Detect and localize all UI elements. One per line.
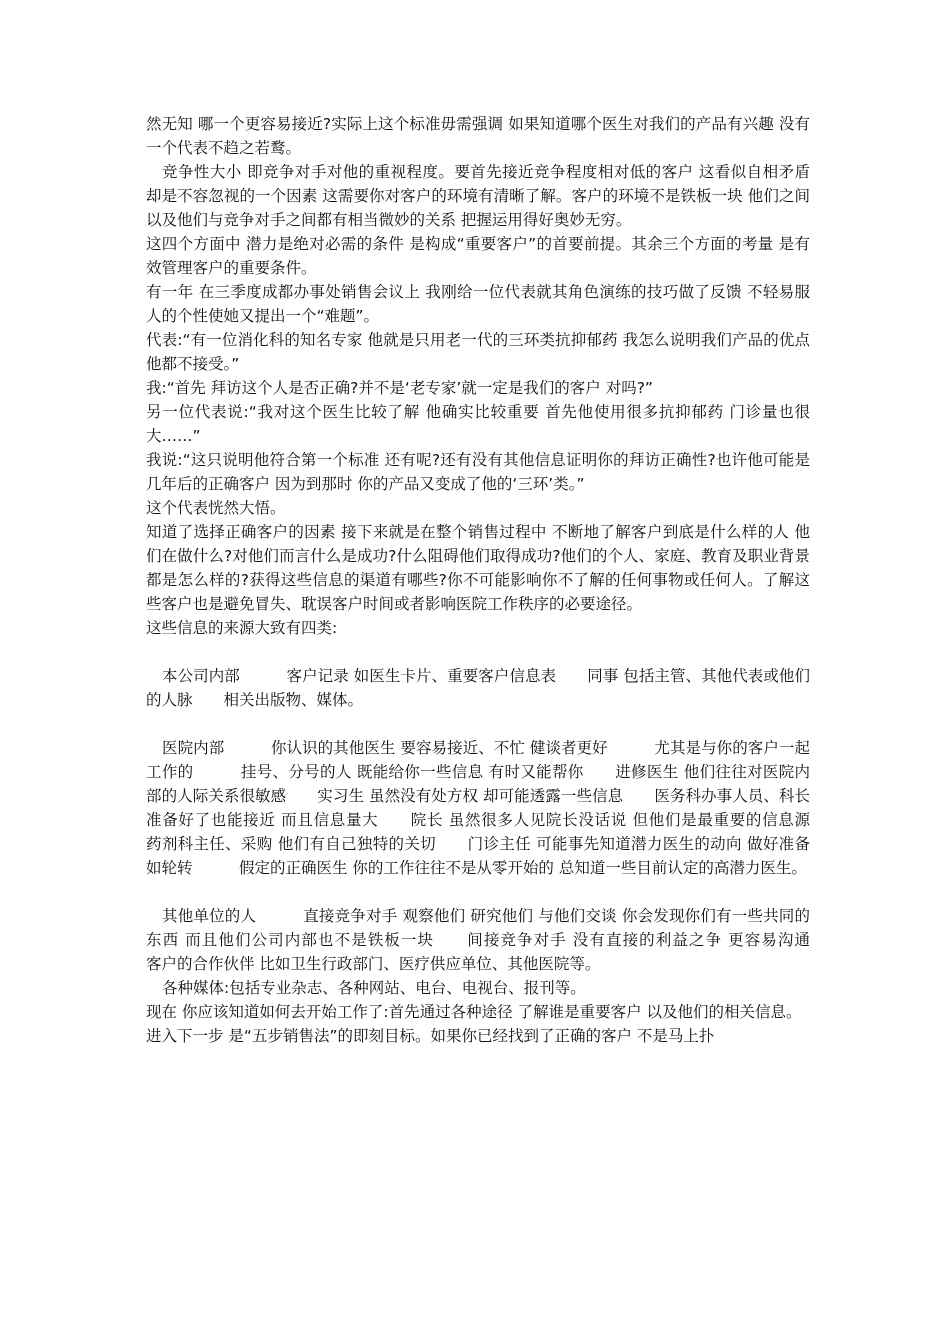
paragraph: 有一年 在三季度成都办事处销售会议上 我刚给一位代表就其角色演练的技巧做了反馈 不轻易服人的个性使她又提出一个“难题”。 — [146, 283, 810, 325]
paragraph: 竞争性大小 即竞争对手对他的重视程度。要首先接近竞争程度相对低的客户 这看似自相矛盾 却是不容忽视的一个因素 这需要你对客户的环境有清晰了解。客户的环境不是铁板一块 他们之间 以及他们与竞争对手之间都有相当微妙的关系 把握运用得好奥妙无穷。 — [146, 163, 810, 229]
paragraph: 知道了选择正确客户的因素 接下来就是在整个销售过程中 不断地了解客户到底是什么样的人 他们在做什么?对他们而言什么是成功?什么阻碍他们取得成功?他们的个人、家庭、教育及职业背景都是怎么样的?获得这些信息的渠道有哪些?你不可能影响你不了解的任何事物或任何人。了解这些客户也是避免冒失、耽误客户时间或者影响医院工作秩序的必要途径。 — [146, 523, 810, 613]
paragraph: 现在 你应该知道如何去开始工作了:首先通过各种途径 了解谁是重要客户 以及他们的相关信息。 — [146, 1003, 802, 1021]
paragraph: 其他单位的人 直接竞争对手 观察他们 研究他们 与他们交谈 你会发现你们有一些共同的东西 而且他们公司内部也不是铁板一块 间接竞争对手 没有直接的利益之争 更容易沟通 客户的合作伙伴 比如卫生行政部门、医疗供应单位、其他医院等。 — [146, 907, 842, 973]
paragraph: 这些信息的来源大致有四类: — [146, 619, 338, 637]
paragraph: 我说:“这只说明他符合第一个标准 还有呢?还有没有其他信息证明你的拜访正确性?也许他可能是几年后的正确客户 因为到那时 你的产品又变成了他的‘三环’类。” — [146, 451, 810, 493]
paragraph: 代表:“有一位消化科的知名专家 他就是只用老一代的三环类抗抑郁药 我怎么说明我们产品的优点他都不接受。” — [146, 331, 810, 373]
paragraph: 本公司内部 客户记录 如医生卡片、重要客户信息表 同事 包括主管、其他代表或他们的人脉 相关出版物、媒体。 — [146, 667, 810, 709]
document-body — [146, 112, 842, 1048]
paragraph: 各种媒体:包括专业杂志、各种网站、电台、电视台、报刊等。 — [162, 979, 586, 997]
paragraph: 然无知 哪一个更容易接近?实际上这个标准毋需强调 如果知道哪个医生对我们的产品有兴趣 没有一个代表不趋之若鹜。 — [146, 115, 810, 157]
blank-line — [146, 640, 810, 664]
paragraph: 进入下一步 是“五步销售法”的即刻目标。如果你已经找到了正确的客户 不是马上扑 — [146, 1027, 715, 1045]
paragraph: 另一位代表说:“我对这个医生比较了解 他确实比较重要 首先他使用很多抗抑郁药 门诊量也很大……” — [146, 403, 810, 445]
paragraph: 医院内部 你认识的其他医生 要容易接近、不忙 健谈者更好 尤其是与你的客户一起工作的 挂号、分号的人 既能给你一些信息 有时又能帮你 进修医生 他们往往对医院内部的人际关系很敏感 实习生 虽然没有处方权 却可能透露一些信息 医务科办事人员、科长 准备好了也能接近 而且信息量大 院长 虽然很多人见院长没话说 但他们是最重要的信息源 药剂科主任、采购 他们有自己独特的关切 门诊主任 可能事先知道潜力医生的动向 做好准备 如轮转 假定的正确医生 你的工作往往不是从零开始的 总知道一些目前认定的高潜力医生。 — [146, 739, 842, 877]
blank-line — [146, 880, 810, 904]
paragraph: 这个代表恍然大悟。 — [146, 499, 286, 517]
paragraph: 这四个方面中 潜力是绝对必需的条件 是构成“重要客户”的首要前提。其余三个方面的考量 是有效管理客户的重要条件。 — [146, 235, 810, 277]
paragraph: 我:“首先 拜访这个人是否正确?并不是‘老专家’就一定是我们的客户 对吗?” — [146, 379, 653, 397]
blank-line — [146, 712, 810, 736]
